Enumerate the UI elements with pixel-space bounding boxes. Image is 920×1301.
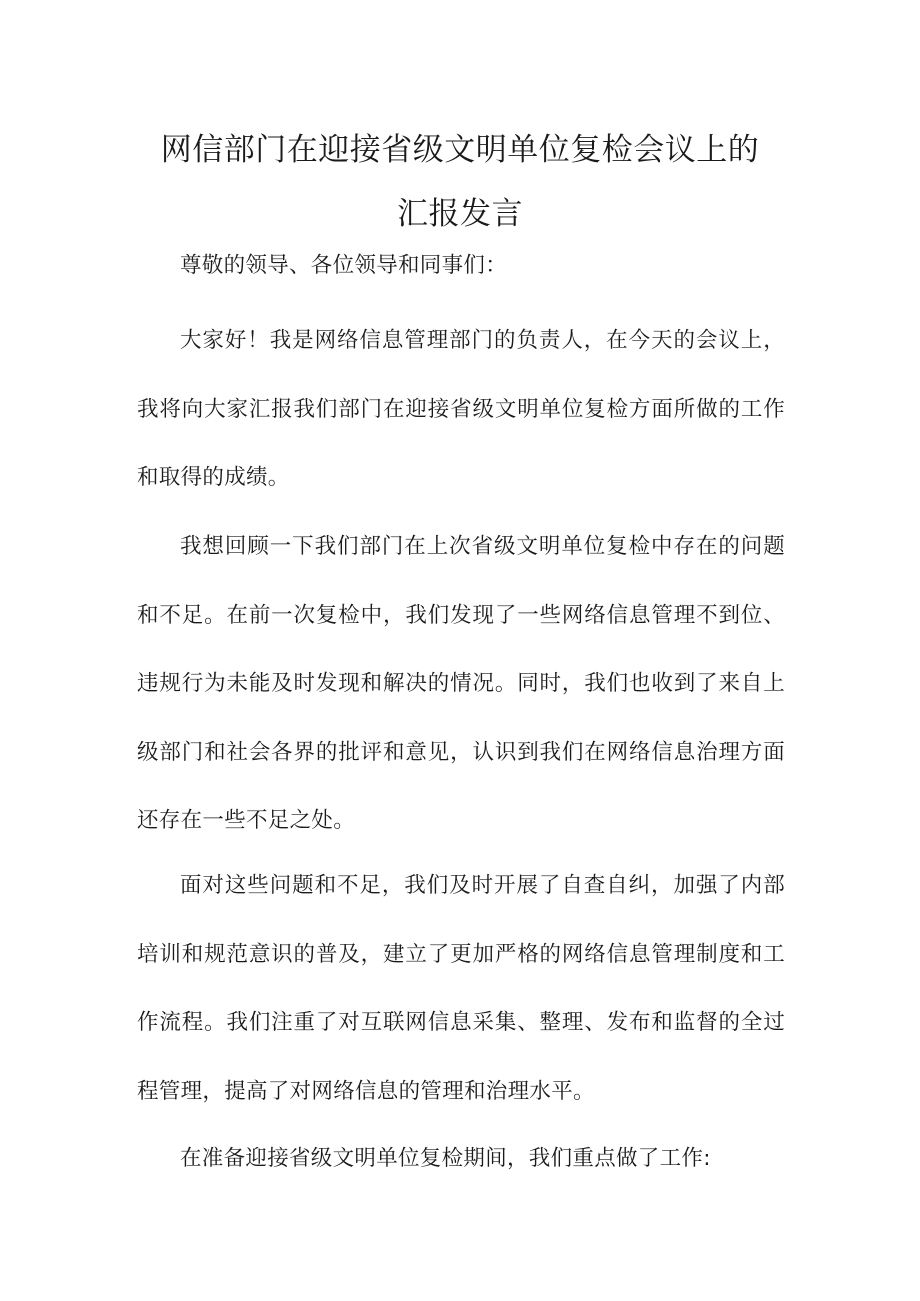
paragraph-2: 我想回顾一下我们部门在上次省级文明单位复检中存在的问题和不足。在前一次复检中，我们发现了一些网络信息管理不到位、违规行为未能及时发现和解决的情况。同时，我们也收到了来自上级部门和社会各界的批评和意见，认识到我们在网络信息治理方面还存在一些不足之处。 [137,534,785,833]
document-title [138,118,782,246]
title-line-2: 汇报发言 [397,196,523,232]
paragraph-1: 大家好！我是网络信息管理部门的负责人，在今天的会议上，我将向大家汇报我们部门在迎接省级文明单位复检方面所做的工作和取得的成绩。 [137,328,785,490]
paragraph-4: 在准备迎接省级文明单位复检期间，我们重点做了工作: [180,1146,711,1171]
title-line-1: 网信部门在迎接省级文明单位复检会议上的 [160,132,760,168]
salutation: 尊敬的领导、各位领导和同事们： [180,253,508,278]
paragraph-3: 面对这些问题和不足，我们及时开展了自查自纠，加强了内部培训和规范意识的普及，建立了更加严格的网络信息管理制度和工作流程。我们注重了对互联网信息采集、整理、发布和监督的全过程管理，提高了对网络信息的管理和治理水平。 [137,873,785,1104]
